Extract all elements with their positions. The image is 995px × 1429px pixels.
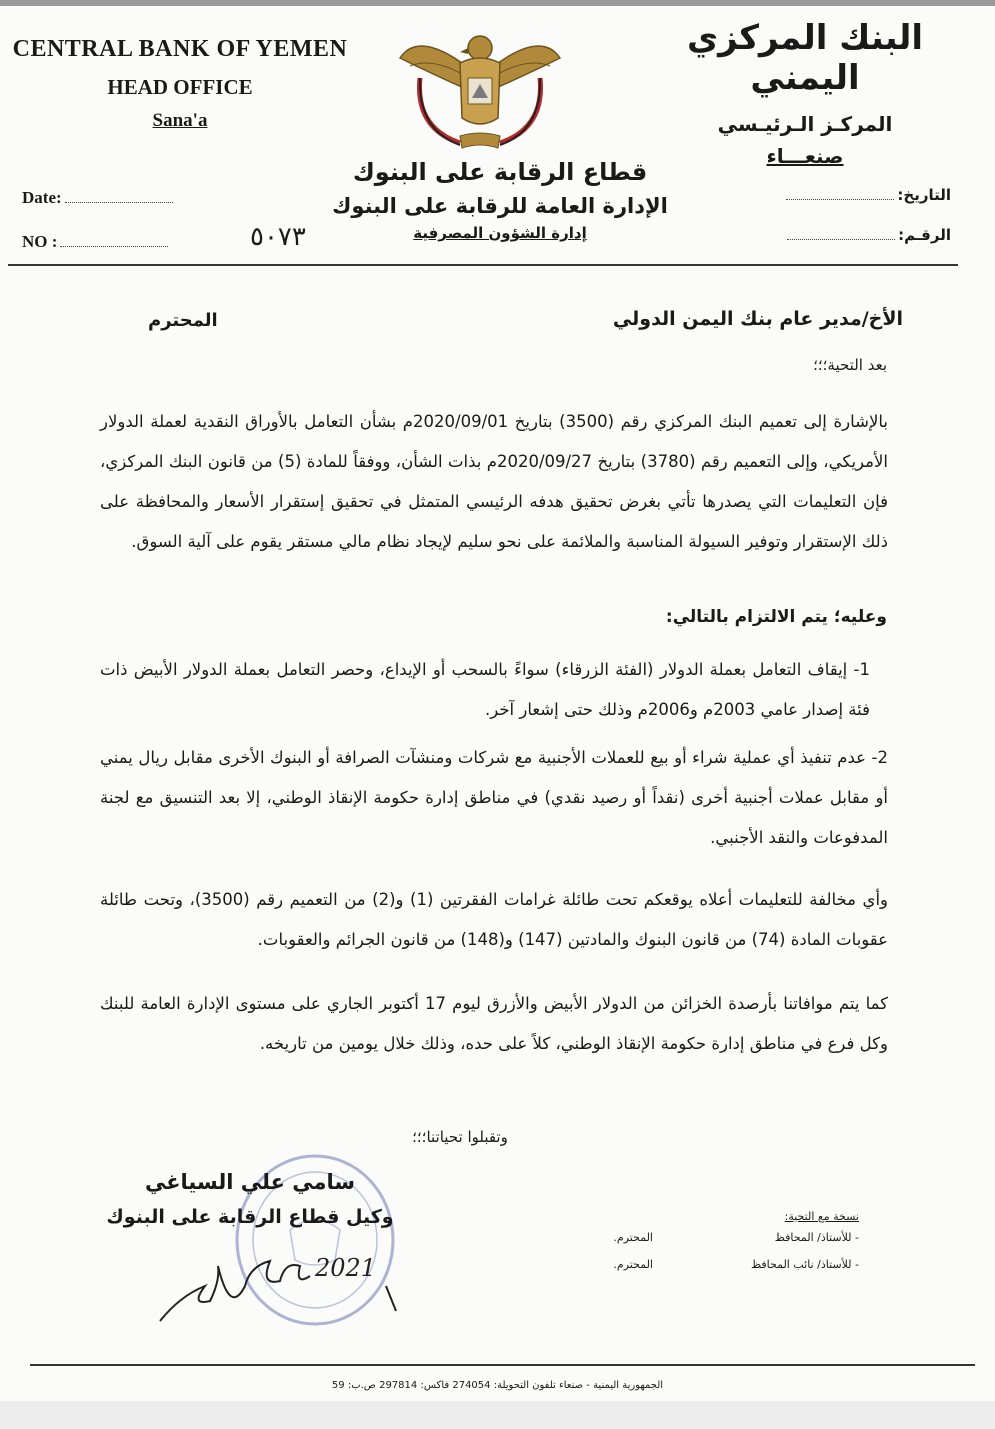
date-field-english (22, 188, 176, 208)
handwritten-signature-icon (150, 1226, 410, 1336)
closing-greeting: وتقبلوا تحياتنا؛؛؛ (412, 1128, 508, 1146)
number-label-english: NO : (22, 232, 58, 251)
copy-recipient-name: - للأستاذ/ نائب المحافظ (750, 1258, 859, 1271)
office-name-english: HEAD OFFICE (107, 75, 253, 99)
copy-recipient-respect: المحترم. (613, 1231, 653, 1244)
paragraph-1: بالإشارة إلى تعميم البنك المركزي رقم (3500) بتاريخ 2020/09/01م بشأن التعامل بالأوراق النقدية لعملة الدولار الأمريكي، وإلى التعميم رقم (3780) بتاريخ 2020/09/27م بذات الشأن، ووفقاً للمادة (5) من قانون البنك المركزي، فإن التعليمات التي يصدرها تأتي بغرض تحقيق هدفه الرئيسي المتمثل في تحقيق إستقرار الأسعار والمحافظة على ذلك الإستقرار وتوفير السيولة المناسبة والملائمة على نحو سليم لإيجاد نظام مالي مستقر يقوم على آلية السوق. (100, 412, 888, 551)
footer-address: الجمهورية اليمنية - صنعاء تلفون التحويلة: 274054 فاكس: 297814 ص.ب: 59 (331, 1380, 664, 1391)
copies-heading: نسخة مع التحية: (784, 1210, 859, 1223)
copy-recipient-respect: المحترم. (613, 1258, 653, 1271)
number-field-english (22, 232, 171, 252)
signature-block (100, 1170, 400, 1228)
instruction-item-2: 2- عدم تنفيذ أي عملية شراء أو بيع للعملات الأجنبية مع شركات ومنشآت الصرافة أو البنوك الأخرى مقابل ريال يمني أو مقابل عملات أجنبية أخرى (نقداً أو رصيد نقدي) في مناطق إدارة حكومة الإنقاذ الوطني، إلا بعد التنسيق مع لجنة المدفوعات والنقد الأجنبي. (100, 748, 888, 847)
paragraph-3: كما يتم موافاتنا بأرصدة الخزائن من الدولار الأبيض والأزرق ليوم 17 أكتوبر الجاري على مستوى الإدارة العامة للبنك وكل فرع في مناطق إدارة حكومة الإنقاذ الوطني، كلاً على حده، وذلك خلال يومين من تاريخه. (100, 994, 888, 1053)
city-english: Sana'a (152, 110, 208, 131)
footer-divider (30, 1364, 975, 1366)
paragraph-balances (100, 984, 888, 1064)
city-arabic: صنعـــاء (766, 144, 844, 168)
bank-name-arabic: البنك المركزي اليمني (686, 18, 924, 98)
date-field-arabic (783, 186, 951, 204)
instruction-heading: وعليه؛ يتم الالتزام بالتالي: (665, 607, 887, 627)
svg-text:2021: 2021 (315, 1254, 377, 1282)
paragraph-reference (100, 402, 888, 562)
sector-name: قطاع الرقابة على البنوك (352, 158, 648, 186)
instruction-item-1: 1- إيقاف التعامل بعملة الدولار (الفئة الزرقاء) سواءً بالسحب أو الإيداع، وحصر التعامل بعملة الدولار الأبيض ذات فئة إصدار عامي 2003م و2006م وذلك حتى إشعار آخر. (100, 660, 870, 719)
bank-name-english: CENTRAL BANK OF YEMEN (12, 36, 348, 62)
addressee: الأخ/مدير عام بنك اليمن الدولي (612, 308, 903, 330)
number-field-arabic (784, 226, 951, 244)
copy-recipient-2 (613, 1258, 859, 1271)
sub-department: إدارة الشؤون المصرفية (413, 224, 587, 242)
number-label-arabic: الرقـم: (898, 226, 951, 244)
bottom-margin (0, 1401, 995, 1429)
paragraph-2: وأي مخالفة للتعليمات أعلاه يوقعكم تحت طائلة غرامات الفقرتين (1) و(2) من التعميم رقم (3500)، وتحت طائلة عقوبات المادة (74) من قانون البنوك والمادتين (147) و(148) من قانون الجرائم والعقوبات. (100, 890, 889, 949)
eagle-emblem-icon (380, 18, 580, 158)
paragraph-penalties (100, 880, 888, 960)
signatory-name: سامي علي السياغي (144, 1170, 356, 1194)
general-department: الإدارة العامة للرقابة على البنوك (332, 194, 668, 218)
header-divider (8, 264, 958, 266)
number-blank-arabic (787, 239, 895, 240)
date-label-arabic: التاريخ: (897, 186, 951, 204)
signatory-title: وكيل قطاع الرقابة على البنوك (106, 1206, 394, 1228)
greeting: بعد التحية؛؛؛ (813, 356, 887, 374)
number-blank-english (60, 246, 168, 247)
respect-title: المحترم (148, 310, 218, 331)
letterhead-english (0, 36, 360, 132)
copy-recipient-1 (613, 1231, 859, 1244)
department-block (300, 158, 700, 242)
copy-recipient-name: - للأستاذ/ المحافظ (774, 1231, 859, 1244)
copies-block (613, 1210, 859, 1285)
office-name-arabic: المركـز الـرئيـسي (717, 112, 893, 136)
date-label-english: Date: (22, 188, 62, 207)
letterhead-arabic (655, 18, 955, 168)
handwritten-reference-number: ٥٠٧٣ (250, 222, 306, 252)
date-blank-english (65, 202, 173, 203)
date-blank-arabic (786, 199, 894, 200)
